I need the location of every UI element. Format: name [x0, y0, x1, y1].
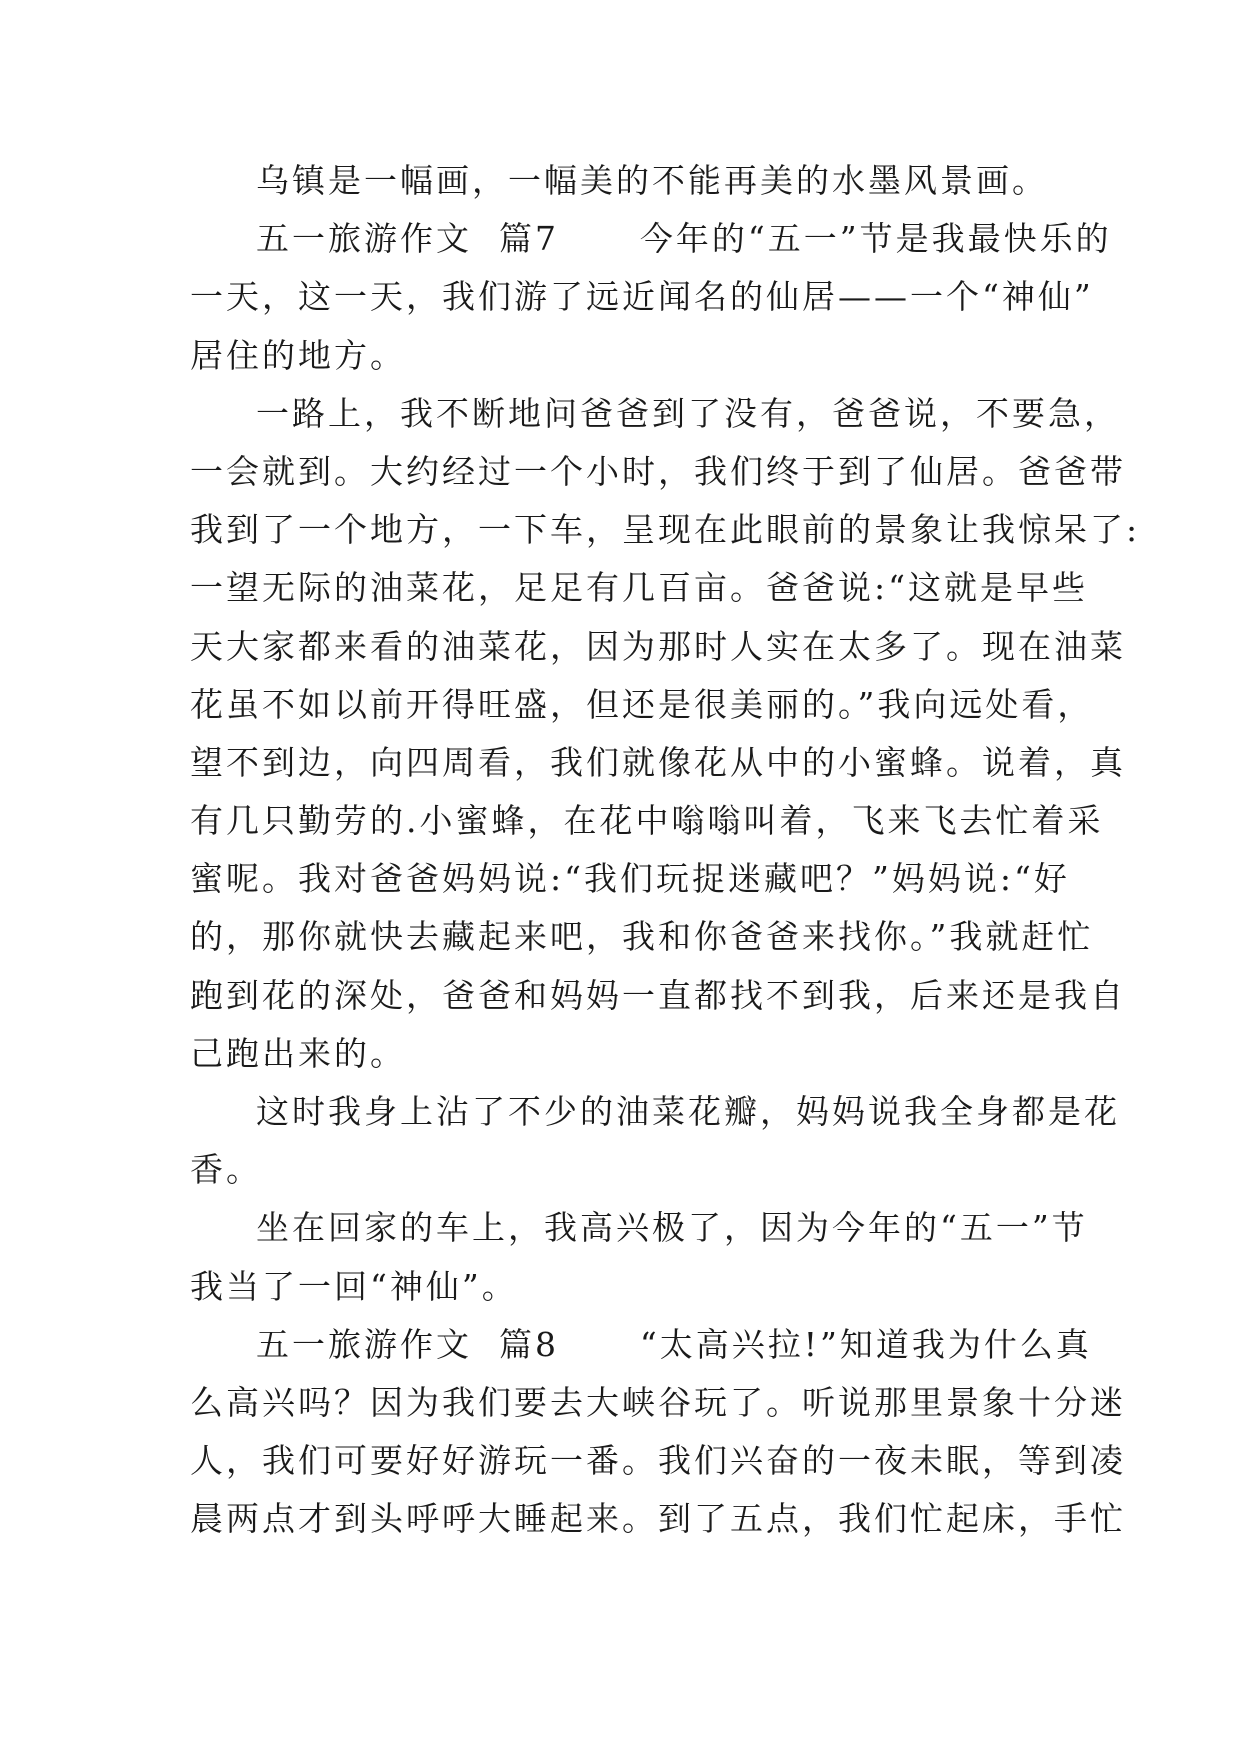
text-line: 居住的地方。	[190, 335, 406, 375]
text-line: 坐在回家的车上，我高兴极了，因为今年的“五一”节	[256, 1208, 1088, 1248]
text-line: 乌镇是一幅画，一幅美的不能再美的水墨风景画。	[256, 161, 1048, 200]
text-line: 一会就到。大约经过一个小时，我们终于到了仙居。爸爸带	[190, 451, 1126, 491]
text-line: 跑到花的深处，爸爸和妈妈一直都找不到我，后来还是我自	[190, 975, 1126, 1015]
text-line: 五一旅游作文 篇7 今年的“五一”节是我最快乐的	[256, 219, 1112, 259]
text-line: 一望无际的油菜花，足足有几百亩。爸爸说:“这就是早些	[190, 568, 1088, 608]
text-line: 五一旅游作文 篇8 “太高兴拉!”知道我为什么真	[256, 1324, 1092, 1364]
text-line: 花虽不如以前开得旺盛，但还是很美丽的。”我向远处看，	[190, 684, 1094, 724]
text-line: 蜜呢。我对爸爸妈妈说:“我们玩捉迷藏吧？”妈妈说:“好	[190, 859, 1070, 899]
text-line: 一天，这一天，我们游了远近闻名的仙居——一个“神仙”	[190, 277, 1094, 317]
text-line: 的，那你就快去藏起来吧，我和你爸爸来找你。”我就赶忙	[190, 917, 1094, 957]
text-line: 这时我身上沾了不少的油菜花瓣，妈妈说我全身都是花	[256, 1092, 1120, 1131]
text-line: 我当了一回“神仙”。	[190, 1266, 518, 1306]
text-line: 一路上，我不断地问爸爸到了没有，爸爸说，不要急，	[256, 393, 1120, 433]
text-line: 我到了一个地方，一下车，呈现在此眼前的景象让我惊呆了:	[190, 510, 1141, 550]
text-line: 香。	[190, 1150, 262, 1190]
body-text	[190, 152, 1141, 1549]
text-line: 晨两点才到头呼呼大睡起来。到了五点，我们忙起床，手忙	[190, 1499, 1126, 1539]
text-line: 么高兴吗？因为我们要去大峡谷玩了。听说那里景象十分迷	[190, 1382, 1126, 1422]
text-line: 己跑出来的。	[190, 1033, 406, 1073]
text-line: 人，我们可要好好游玩一番。我们兴奋的一夜未眠，等到凌	[190, 1441, 1126, 1481]
text-line: 有几只勤劳的.小蜜蜂，在花中嗡嗡叫着，飞来飞去忙着采	[190, 801, 1104, 841]
text-line: 天大家都来看的油菜花，因为那时人实在太多了。现在油菜	[190, 626, 1126, 666]
text-line: 望不到边，向四周看，我们就像花从中的小蜜蜂。说着，真	[190, 742, 1126, 782]
